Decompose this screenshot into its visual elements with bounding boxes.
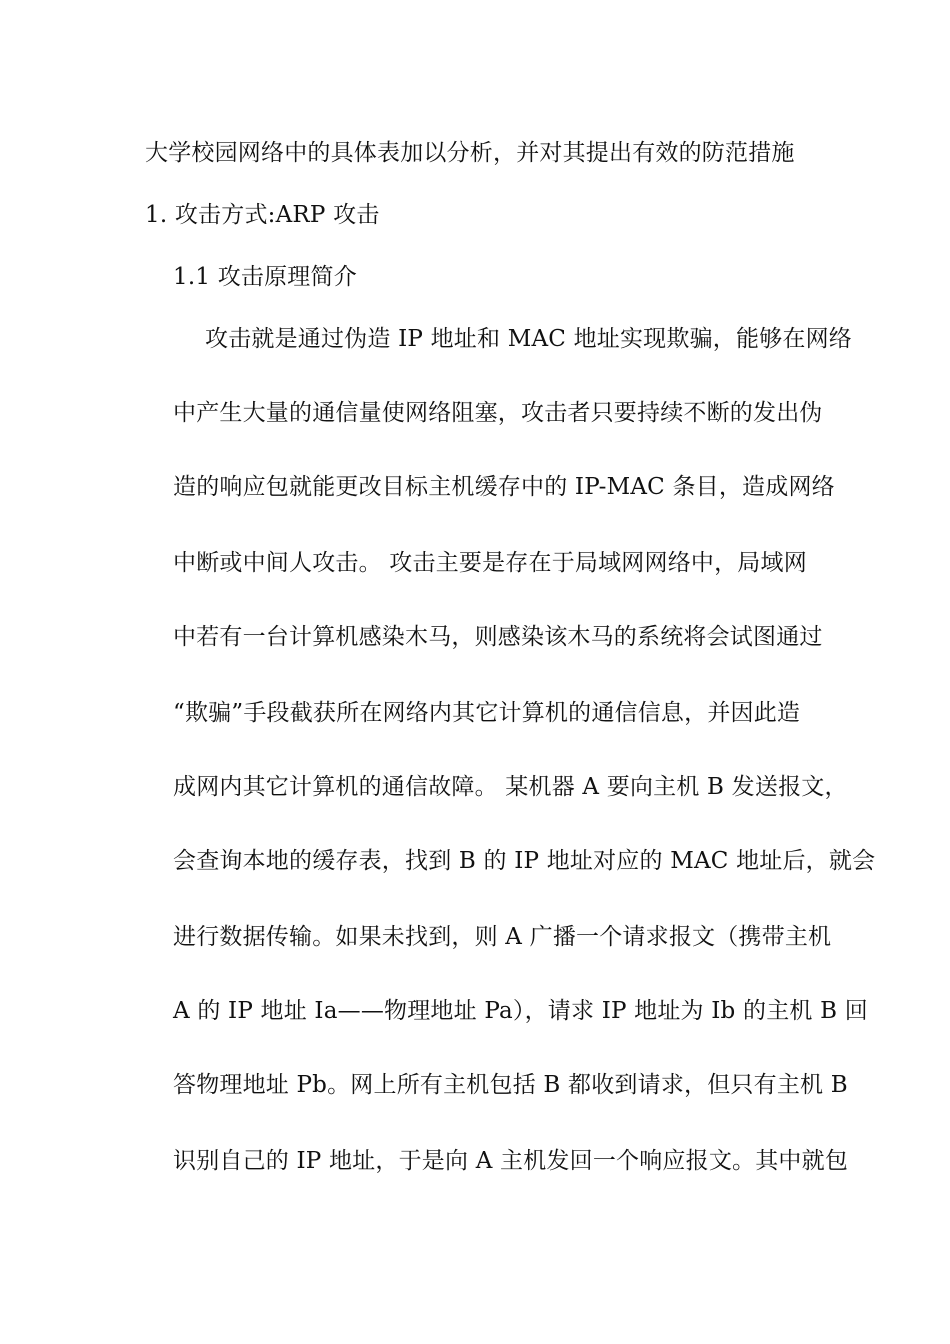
body-line: 中若有一台计算机感染木马，则感染该木马的系统将会试图通过 <box>173 624 823 650</box>
body-line: 成网内其它计算机的通信故障。 某机器 A 要向主机 B 发送报文， <box>173 774 848 800</box>
body-line: 攻击就是通过伪造 IP 地址和 MAC 地址实现欺骗，能够在网络 <box>205 326 852 352</box>
section-heading: 1. 攻击方式:ARP 攻击 <box>145 202 380 228</box>
body-line: 识别自己的 IP 地址，于是向 A 主机发回一个响应报文。其中就包 <box>173 1148 849 1174</box>
body-line: 会查询本地的缓存表，找到 B 的 IP 地址对应的 MAC 地址后，就会 <box>173 848 876 874</box>
body-line: 中产生大量的通信量使网络阻塞，攻击者只要持续不断的发出伪 <box>173 400 823 426</box>
body-line: A 的 IP 地址 Ia——物理地址 Pa），请求 IP 地址为 Ib 的主机 B 回 <box>173 998 868 1024</box>
body-line: 造的响应包就能更改目标主机缓存中的 IP-MAC 条目，造成网络 <box>173 474 835 500</box>
body-line: 进行数据传输。如果未找到，则 A 广播一个请求报文（携带主机 <box>173 924 832 950</box>
intro-line: 大学校园网络中的具体表加以分析，并对其提出有效的防范措施 <box>145 140 795 166</box>
subsection-heading: 1.1 攻击原理简介 <box>173 264 357 290</box>
body-line: 答物理地址 Pb。网上所有主机包括 B 都收到请求，但只有主机 B <box>173 1072 848 1098</box>
body-line: “欺骗”手段截获所在网络内其它计算机的通信信息，并因此造 <box>173 700 801 726</box>
body-line: 中断或中间人攻击。 攻击主要是存在于局域网网络中，局域网 <box>173 550 807 576</box>
